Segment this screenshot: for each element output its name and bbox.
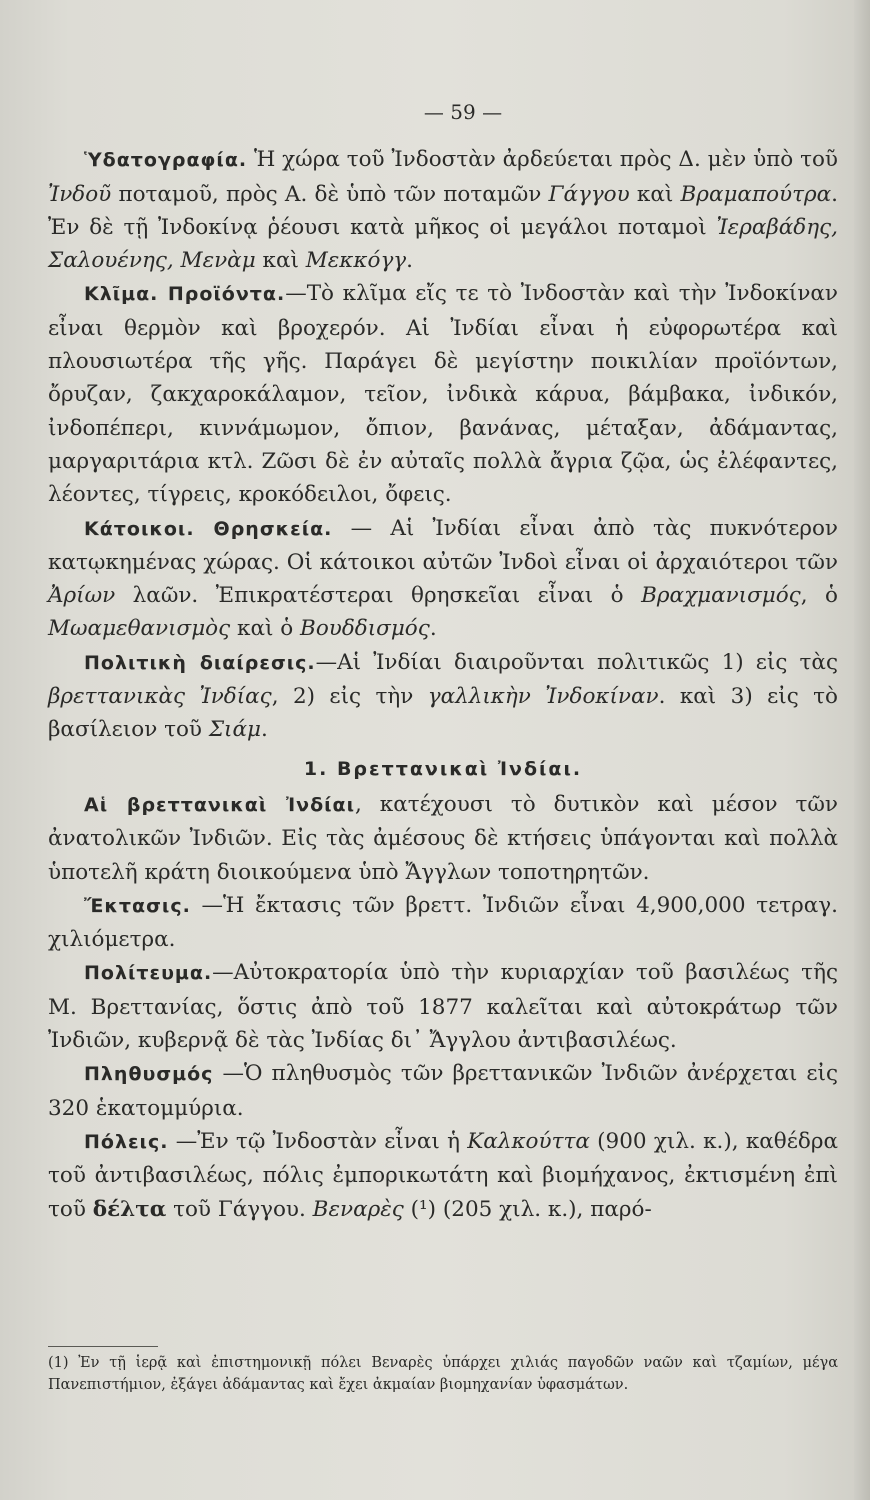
paragraph-area xyxy=(48,889,838,957)
heading-government: Πολίτευμα. xyxy=(84,962,213,985)
text-run: τοῦ Γάγγου. xyxy=(166,1196,313,1222)
page-content xyxy=(48,96,838,1226)
text-run: , κατέχουσι τὸ δυτικὸν καὶ μέσον τῶν ἀνατολικῶν Ἰνδιῶν. Εἰς τὰς ἀμέσους δὲ κτήσεις ὑπάγονται καὶ πολλὰ ὑποτελῆ κράτη διοικούμενα ὑπὸ Ἄγγλων τοποτηρητῶν. xyxy=(48,791,838,885)
text-run: . καὶ 3) εἰς τὸ βασίλειον τοῦ xyxy=(48,684,838,743)
text-run: Βουδδισμός xyxy=(300,616,430,642)
paragraph-government xyxy=(48,956,838,1057)
text-run: Ἰεραβάδης, Σαλουένης, Μενὰμ xyxy=(48,214,838,274)
text-run: Βεναρὲς xyxy=(312,1196,404,1222)
heading-cities: Πόλεις. xyxy=(84,1130,169,1153)
text-run: — Αἱ Ἰνδίαι εἶναι ἀπὸ τὰς πυκνότερον κατῳκημένας χώρας. Οἱ κάτοικοι αὐτῶν Ἰνδοὶ εἶναι οἱ ἀρχαιότεροι τῶν xyxy=(48,515,838,575)
text-run: Καλκούττα xyxy=(467,1128,590,1154)
text-run: —Ὁ πληθυσμὸς τῶν βρεττανικῶν Ἰνδιῶν ἀνέρχεται εἰς 320 ἑκατομμύρια. xyxy=(48,1061,838,1121)
text-run: —Αἱ Ἰνδίαι διαιροῦνται πολιτικῶς 1) εἰς τὰς xyxy=(315,649,838,675)
heading-area: Ἔκτασις. xyxy=(84,894,191,917)
text-run: καὶ ὁ xyxy=(230,616,301,642)
page-number: — 59 — xyxy=(423,100,503,124)
text-run: Ἰνδοῦ xyxy=(48,181,112,207)
text-run: —Ἐν τῷ Ἰνδοστὰν εἶναι ἡ xyxy=(168,1128,468,1154)
text-run: δέλτα xyxy=(92,1196,167,1222)
section-title: 1. Βρεττανικαὶ Ἰνδίαι. xyxy=(303,757,583,780)
heading-climate-products: Κλῖμα. Προϊόντα. xyxy=(84,283,286,306)
text-run: —Τὸ κλῖμα εἴς τε τὸ Ἰνδοστὰν καὶ τὴν Ἰνδοκίναν εἶναι θερμὸν καὶ βροχερόν. Αἱ Ἰνδίαι εἶναι ἡ εὐφορωτέρα καὶ πλουσιωτέρα τῆς γῆς. Παράγει δὲ μεγίστην ποικιλίαν προϊόντων, ὄρυζαν, ζακχαροκάλαμον, τεῖον, ἰνδικὰ κάρυα, βάμβακα, ἰνδικόν, ἰνδοπέπερι, κιννάμωμον, ὄπιον, βανάνας, μέταξαν, ἀδάμαντας, μαργαριτάρια κτλ. Ζῶσι δὲ ἐν αὐταῖς πολλὰ ἄγρια ζῷα, ὡς ἐλέφαντες, λέοντες, τίγρεις, κροκόδειλοι, ὄφεις. xyxy=(48,281,838,508)
text-run: Βραμαπούτρα xyxy=(680,181,832,207)
footnote: (1) Ἐν τῇ ἱερᾷ καὶ ἐπιστημονικῇ πόλει Βεναρὲς ὑπάρχει χιλιάς παγοδῶν ναῶν καὶ τζαμίων, μέγα Πανεπιστήμιον, ἐξάγει ἀδάμαντας καὶ ἔχει ἀκμαίαν βιομηχανίαν ὑφασμάτων. xyxy=(48,1355,838,1393)
paragraph-british-india xyxy=(48,788,838,889)
paragraph-political-division xyxy=(48,646,838,747)
paragraph-population xyxy=(48,1057,838,1125)
paragraph-cities xyxy=(48,1125,838,1226)
text-run: καὶ xyxy=(629,181,681,207)
text-run: Μεκκόγγ xyxy=(305,248,407,274)
text-run: Ἀρίων xyxy=(48,583,116,609)
footnote-rule xyxy=(48,1346,158,1347)
text-run: (900 χιλ. κ.), καθέδρα τοῦ ἀντιβασιλέως, πόλις ἐμπορικωτάτη καὶ βιομήχανος, ἐκτισμένη ἐπὶ τοῦ xyxy=(48,1128,838,1222)
text-run: , ὁ xyxy=(800,583,838,609)
text-run: γαλλικὴν Ἰνδοκίναν xyxy=(427,684,659,710)
text-run: Μωαμεθανισμὸς xyxy=(48,616,231,642)
text-run: Βραχμανισμός xyxy=(641,583,801,609)
paragraphs xyxy=(48,143,838,1226)
text-run: (¹) (205 χιλ. κ.), παρό- xyxy=(403,1196,652,1222)
text-run: . Ἐν δὲ τῇ Ἰνδοκίνᾳ ῥέουσι κατὰ μῆκος οἱ μεγάλοι ποταμοὶ xyxy=(48,181,838,240)
text-run: —Αὐτοκρατορία ὑπὸ τὴν κυριαρχίαν τοῦ βασιλέως τῆς Μ. Βρεττανίας, ὅστις ἀπὸ τοῦ 1877 καλεῖται καὶ αὐτοκράτωρ τῶν Ἰνδιῶν, κυβερνᾷ δὲ τὰς Ἰνδίας δι᾽ Ἄγγλου ἀντιβασιλέως. xyxy=(48,960,838,1054)
text-run: Γάγγου xyxy=(548,181,630,207)
heading-political-division: Πολιτικὴ διαίρεσις. xyxy=(84,651,316,674)
text-run: Ἡ χώρα τοῦ Ἰνδοστὰν ἀρδεύεται πρὸς Δ. μὲν ὑπὸ τοῦ xyxy=(247,147,838,173)
text-run: —Ἡ ἔκτασις τῶν βρεττ. Ἰνδιῶν εἶναι 4,900,000 τετραγ. χιλιόμετρα. xyxy=(48,892,838,953)
text-run: . xyxy=(406,248,413,274)
text-run: καὶ xyxy=(255,248,306,274)
heading-population: Πληθυσμός xyxy=(84,1063,214,1086)
heading-inhabitants-religion: Κάτοικοι. Θρησκεία. xyxy=(84,517,333,540)
text-run: Σιάμ xyxy=(208,717,261,743)
paragraph-climate-products xyxy=(48,277,838,511)
page-edge xyxy=(854,0,870,1500)
heading-british-india: Αἱ βρεττανικαὶ Ἰνδίαι xyxy=(84,793,355,816)
text-run: . xyxy=(429,616,437,642)
text-run: λαῶν. Ἐπικρατέστεραι θρησκεῖαι εἶναι ὁ xyxy=(115,583,642,609)
paragraph-inhabitants-religion xyxy=(48,512,838,646)
paragraph-hydrography xyxy=(48,143,838,277)
text-run: ποταμοῦ, πρὸς Α. δὲ ὑπὸ τῶν ποταμῶν xyxy=(111,181,549,207)
text-run: . xyxy=(260,717,268,743)
text-run: βρεττανικὰς Ἰνδίας xyxy=(48,684,272,710)
text-run: , 2) εἰς τὴν xyxy=(271,684,428,710)
heading-hydrography: Ὑδατογραφία. xyxy=(84,149,248,172)
